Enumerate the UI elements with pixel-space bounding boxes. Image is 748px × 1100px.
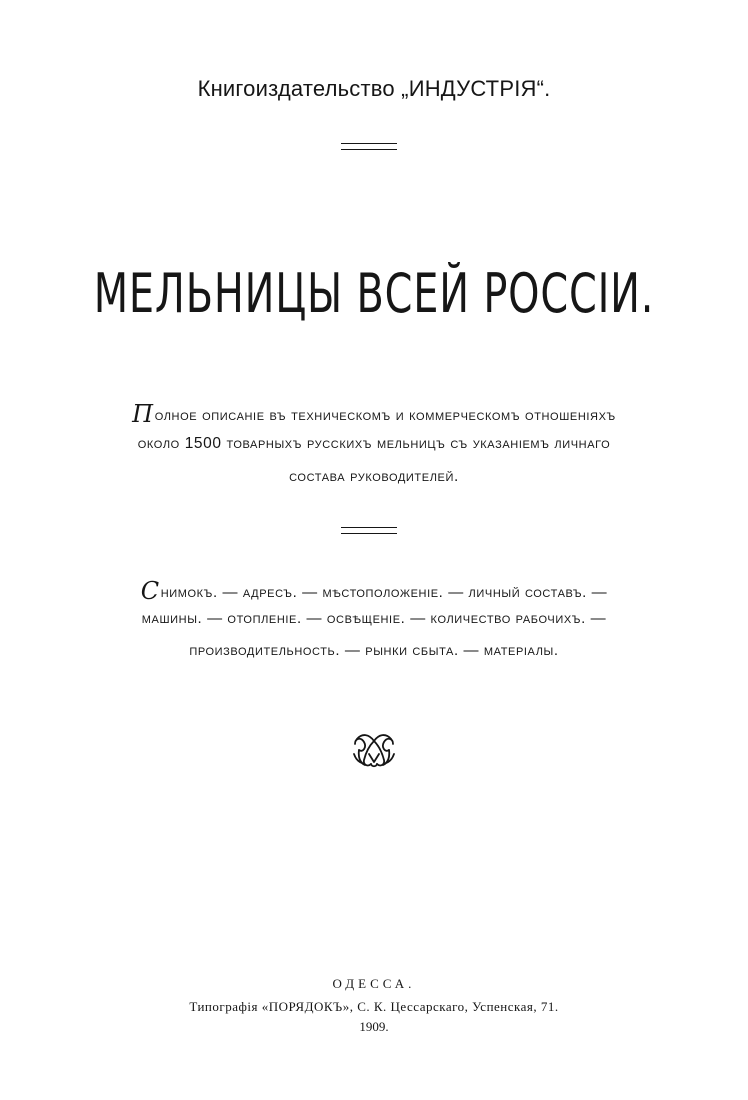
contents-line-3: производительность. — рынки сбыта. — матеріалы.: [189, 642, 559, 659]
description-line-3: состава руководителей.: [289, 468, 459, 485]
imprint-printer: Типографія «ПОРЯДОКЪ», С. К. Цессарскаго, Успенская, 71.: [189, 999, 559, 1014]
contents-line-2: машины. — отопленіе. — освѣщеніе. — количество рабочихъ. —: [141, 610, 607, 627]
imprint-year: 1909.: [359, 1019, 389, 1034]
contents-initial: С: [140, 577, 160, 605]
double-rule-divider-2: [341, 527, 397, 534]
art-nouveau-ornament-icon: [351, 730, 397, 770]
double-rule-divider: [341, 143, 397, 150]
contents-line-1: [0, 577, 748, 605]
book-title: МЕЛЬНИЦЫ ВСЕЙ РОССІИ.: [93, 262, 655, 325]
description-line-2: около 1500 товарныхъ русскихъ мельницъ съ указаніемъ личнаго: [137, 435, 611, 452]
description-line-1-text: олное описаніе въ техническомъ и коммерческомъ отношеніяхъ: [154, 407, 616, 424]
contents-line-1-text: нимокъ. — адресъ. — мѣстоположеніе. — личный составъ. —: [160, 584, 608, 601]
imprint-city: ОДЕССА.: [332, 976, 416, 991]
description-initial: П: [132, 400, 154, 428]
publisher-line: Книгоиздательство „ИНДУСТРІЯ“.: [197, 76, 551, 101]
description-line-1: [0, 400, 748, 428]
